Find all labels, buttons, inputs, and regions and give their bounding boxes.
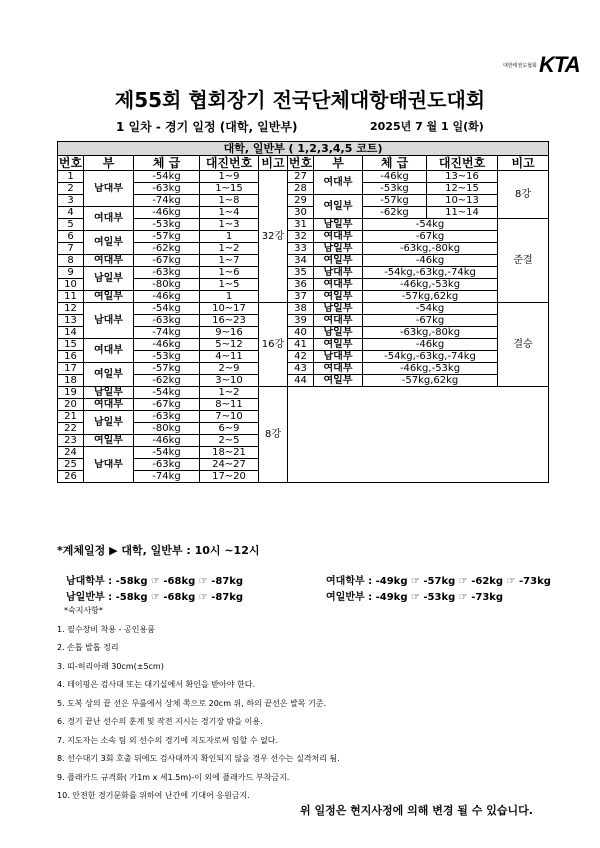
weigh-line-women-general: 여일반부 : -49kg ☞ -53kg ☞ -73kg (326, 592, 504, 603)
bracket-cell: 2~9 (200, 363, 259, 375)
weight-cell: -63kg (134, 183, 200, 195)
division-cell: 여대부 (314, 363, 363, 375)
kta-logo (503, 52, 580, 78)
weight-cell: -62kg (363, 207, 427, 219)
division-cell: 여대부 (314, 315, 363, 327)
col-header: 부 (84, 156, 134, 171)
row-number: 17 (58, 363, 84, 375)
bracket-cell: 2~5 (200, 435, 259, 447)
division-cell: 여대부 (84, 207, 134, 231)
weight-cell: -54kg (134, 171, 200, 183)
weight-cell: -63kg,-80kg (363, 327, 498, 339)
weigh-line-men-univ: 남대학부 : -58kg ☞ -68kg ☞ -87kg (66, 576, 244, 587)
weight-cell: -57kg,62kg (363, 291, 498, 303)
weight-cell: -80kg (134, 279, 200, 291)
weight-cell: -46kg (363, 255, 498, 267)
row-number: 13 (58, 315, 84, 327)
bracket-cell: 1 (200, 291, 259, 303)
row-number: 40 (288, 327, 314, 339)
row-number: 18 (58, 375, 84, 387)
schedule-table (57, 141, 549, 483)
division-cell: 남일부 (314, 219, 363, 231)
division-cell: 남대부 (84, 303, 134, 339)
row-number: 22 (58, 423, 84, 435)
row-number: 5 (58, 219, 84, 231)
division-cell (84, 471, 134, 483)
col-header: 체 급 (134, 156, 200, 171)
weight-cell: -54kg (363, 219, 498, 231)
col-header: 부 (314, 156, 363, 171)
weight-cell: -46kg (363, 339, 498, 351)
note-cell: 16강 (259, 303, 288, 387)
weight-cell: -63kg (134, 459, 200, 471)
row-number: 34 (288, 255, 314, 267)
division-cell: 남일부 (314, 243, 363, 255)
row-number: 2 (58, 183, 84, 195)
note-cell: 8강 (498, 171, 549, 219)
bracket-cell: 1~5 (200, 279, 259, 291)
rule-item: 6. 경기 끝난 선수의 훈계 및 작전 지시는 경기장 밖을 이용. (57, 717, 263, 726)
division-cell: 여일부 (314, 339, 363, 351)
weight-cell: -67kg (134, 255, 200, 267)
bracket-cell: 1~2 (200, 387, 259, 399)
page-title: 제55회 협회장기 전국단체대항태권도대회 (114, 88, 486, 112)
division-cell: 여일부 (314, 255, 363, 267)
logo-text: KTA (539, 52, 580, 77)
weight-cell: -46kg,-53kg (363, 279, 498, 291)
weight-cell: -54kg (134, 387, 200, 399)
col-header: 번호 (288, 155, 313, 170)
bracket-cell: 16~23 (200, 315, 259, 327)
row-number: 19 (58, 387, 84, 399)
logo-subtext: 대한태권도협회 (503, 63, 537, 69)
bracket-cell: 1~3 (200, 219, 259, 231)
weight-cell: -74kg (134, 195, 200, 207)
bracket-cell: 1~6 (200, 267, 259, 279)
bracket-cell: 18~21 (200, 447, 259, 459)
weight-cell: -53kg (134, 351, 200, 363)
bracket-cell: 24~27 (200, 459, 259, 471)
bracket-cell: 1~7 (200, 255, 259, 267)
note-cell: 결승 (498, 303, 549, 387)
rule-item: 5. 도복 상의 끝 선은 무릎에서 상체 쪽으로 20cm 위, 하의 끝선은 발목 기준. (57, 699, 327, 708)
division-cell: 남일부 (314, 327, 363, 339)
row-number: 10 (58, 279, 84, 291)
weight-cell: -54kg,-63kg,-74kg (363, 267, 498, 279)
row-number: 41 (288, 339, 314, 351)
row-number: 33 (288, 243, 314, 255)
weight-cell: -54kg (363, 303, 498, 315)
bracket-cell: 4~11 (200, 351, 259, 363)
row-number: 8 (58, 255, 84, 267)
weight-cell: -57kg (134, 231, 200, 243)
division-cell (84, 171, 134, 183)
bracket-cell: 10~13 (427, 195, 498, 207)
weight-cell: -62kg (134, 375, 200, 387)
row-number: 3 (58, 195, 84, 207)
row-number: 39 (288, 315, 314, 327)
row-number: 7 (58, 243, 84, 255)
row-number: 4 (58, 207, 84, 219)
weight-cell: -46kg (134, 291, 200, 303)
weight-cell: -67kg (363, 315, 498, 327)
division-cell (84, 447, 134, 459)
bracket-cell: 12~15 (427, 183, 498, 195)
weight-cell: -53kg (134, 219, 200, 231)
row-number: 1 (58, 171, 84, 183)
weight-cell: -67kg (363, 231, 498, 243)
row-number: 24 (58, 447, 84, 459)
division-cell: 여대부 (84, 399, 134, 411)
footer-note: 위 일정은 현지사정에 의해 변경 될 수 있습니다. (300, 804, 533, 817)
row-number: 36 (288, 279, 314, 291)
weight-cell: -63kg (134, 315, 200, 327)
row-number: 32 (288, 231, 314, 243)
note-cell: 8강 (259, 387, 288, 483)
weight-cell: -67kg (134, 399, 200, 411)
row-number: 35 (288, 267, 314, 279)
row-number: 28 (288, 183, 314, 195)
bracket-cell: 1 (200, 231, 259, 243)
row-number: 9 (58, 267, 84, 279)
division-cell: 남대부 (84, 459, 134, 471)
day-title: 1 일차 - 경기 일정 (대학, 일반부) (116, 120, 298, 134)
bracket-cell: 1~8 (200, 195, 259, 207)
row-number: 29 (288, 195, 314, 207)
weight-cell: -62kg (134, 243, 200, 255)
weight-cell: -63kg,-80kg (363, 243, 498, 255)
row-number: 14 (58, 327, 84, 339)
row-number: 30 (288, 207, 314, 219)
rule-item: 3. 띠-허리아래 30cm(±5cm) (57, 662, 164, 671)
division-cell: 남일부 (84, 411, 134, 435)
row-number: 31 (288, 219, 314, 231)
rule-item: 2. 손톱 발톱 정리 (57, 643, 119, 652)
bracket-cell: 3~10 (200, 375, 259, 387)
weight-cell: -46kg (134, 435, 200, 447)
division-cell: 여일부 (84, 435, 134, 447)
weight-cell: -63kg (134, 267, 200, 279)
rule-item: 1. 필수장비 착용 - 공인용품 (57, 625, 155, 634)
row-number: 38 (288, 303, 314, 315)
row-number: 6 (58, 231, 84, 243)
division-cell: 남일부 (84, 267, 134, 291)
bracket-cell: 1~4 (200, 207, 259, 219)
division-cell: 여대부 (84, 255, 134, 267)
row-number: 25 (58, 459, 84, 471)
row-number: 23 (58, 435, 84, 447)
note-cell: 32강 (259, 171, 288, 303)
date-text: 2025년 7 월 1 일(화) (370, 120, 484, 133)
division-cell: 여일부 (84, 231, 134, 255)
weight-cell: -63kg (134, 411, 200, 423)
empty-area (288, 387, 549, 483)
weight-cell: -54kg (134, 303, 200, 315)
weigh-line-women-univ: 여대학부 : -49kg ☞ -57kg ☞ -62kg ☞ -73kg (326, 576, 551, 587)
division-cell: 남대부 (314, 351, 363, 363)
row-number: 26 (58, 471, 84, 483)
col-header: 체 급 (363, 156, 427, 171)
bracket-cell: 9~16 (200, 327, 259, 339)
bracket-cell: 5~12 (200, 339, 259, 351)
row-number: 42 (288, 351, 314, 363)
bracket-cell: 7~10 (200, 411, 259, 423)
division-cell (84, 195, 134, 207)
weigh-line-men-general: 남일반부 : -58kg ☞ -68kg ☞ -87kg (66, 592, 244, 603)
bracket-cell: 1~15 (200, 183, 259, 195)
rules-title: *숙지사항* (64, 606, 103, 615)
weight-cell: -54kg,-63kg,-74kg (363, 351, 498, 363)
weight-cell: -46kg (134, 207, 200, 219)
weight-cell: -57kg (134, 363, 200, 375)
bracket-cell: 1~9 (200, 171, 259, 183)
bracket-cell: 1~2 (200, 243, 259, 255)
rule-item: 9. 플래카드 규격화( 가1m x 세1.5m)-이 외에 플래카드 부착금지. (57, 773, 290, 782)
bracket-cell: 6~9 (200, 423, 259, 435)
division-cell: 여대부 (314, 231, 363, 243)
weight-cell: -80kg (134, 423, 200, 435)
weight-cell: -54kg (134, 447, 200, 459)
division-cell: 여일부 (314, 291, 363, 303)
division-cell: 여일부 (84, 363, 134, 387)
row-number: 16 (58, 351, 84, 363)
rule-item: 7. 지도자는 소속 팀 외 선수의 경기에 지도자로써 임할 수 없다. (57, 736, 279, 745)
weight-cell: -74kg (134, 327, 200, 339)
bracket-cell: 17~20 (200, 471, 259, 483)
row-number: 11 (58, 291, 84, 303)
row-number: 21 (58, 411, 84, 423)
weight-cell: -46kg,-53kg (363, 363, 498, 375)
weigh-in-schedule: *계체일정 ▶ 대학, 일반부 : 10시 ~12시 (57, 544, 260, 557)
col-header: 번호 (58, 155, 83, 170)
row-number: 43 (288, 363, 314, 375)
weight-cell: -74kg (134, 471, 200, 483)
division-cell: 여일부 (314, 195, 363, 219)
bracket-cell: 13~16 (427, 171, 498, 183)
division-cell: 여대부 (314, 279, 363, 291)
weight-cell: -46kg (363, 171, 427, 183)
weight-cell: -57kg,62kg (363, 375, 498, 387)
bracket-cell: 10~17 (200, 303, 259, 315)
row-number: 37 (288, 291, 314, 303)
division-cell: 여일부 (314, 375, 363, 387)
row-number: 44 (288, 375, 314, 387)
rule-item: 4. 테이핑은 검사대 또는 대기실에서 확인을 받아야 한다. (57, 680, 255, 689)
bracket-cell: 11~14 (427, 207, 498, 219)
division-cell: 남대부 (314, 267, 363, 279)
division-cell: 남일부 (84, 387, 134, 399)
division-cell: 남일부 (314, 303, 363, 315)
division-cell: 여대부 (314, 171, 363, 195)
division-cell: 여일부 (84, 291, 134, 303)
rule-item: 8. 선수대기 3회 호출 뒤에도 검사대까지 확인되지 않을 경우 선수는 실격처리 됨. (57, 754, 340, 763)
division-cell: 남대부 (84, 183, 134, 195)
col-header: 대진번호 (200, 156, 259, 171)
weight-cell: -53kg (363, 183, 427, 195)
bracket-cell: 8~11 (200, 399, 259, 411)
rule-item: 10. 안전한 경기문화를 위하여 난간에 기대어 응원금지. (57, 791, 250, 800)
row-number: 20 (58, 399, 84, 411)
weight-cell: -46kg (134, 339, 200, 351)
col-header: 비고 (498, 156, 549, 171)
note-cell: 준결 (498, 219, 549, 303)
row-number: 15 (58, 339, 84, 351)
col-header: 대진번호 (427, 156, 498, 171)
row-number: 27 (288, 171, 314, 183)
table-header-all: 대학, 일반부 ( 1,2,3,4,5 코트) (58, 142, 549, 156)
division-cell: 여대부 (84, 339, 134, 363)
row-number: 12 (58, 303, 84, 315)
col-header: 비고 (259, 156, 288, 171)
weight-cell: -57kg (363, 195, 427, 207)
